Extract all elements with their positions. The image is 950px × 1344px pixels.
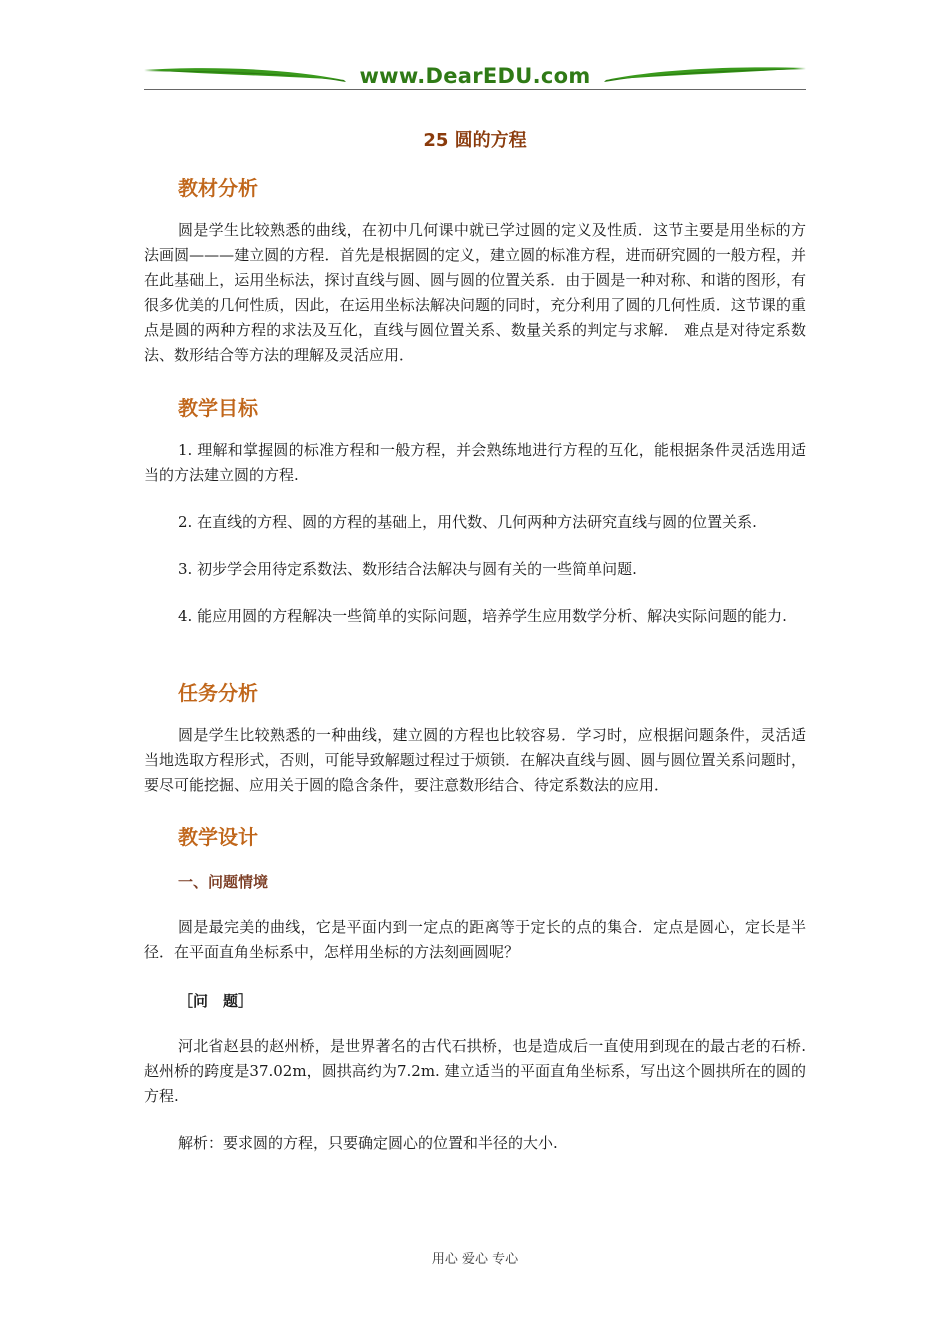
section-heading-task-analysis: 任务分析 [178,681,258,705]
page-footer: 用心 爱心 专心 [431,1252,519,1267]
goal-item-4: 4. 能应用圆的方程解决一些简单的实际问题，培养学生应用数学分析、解决实际问题的能力. [178,607,787,625]
problem-label: ［问 题］ [178,992,254,1010]
section-heading-textbook-analysis: 教材分析 [178,176,258,200]
solution-paragraph: 解析：要求圆的方程，只要确定圆心的位置和半径的大小. [178,1134,558,1152]
section-paragraph: 圆是学生比较熟悉的曲线，在初中几何课中就已学过圆的定义及性质．这节主要是用坐标的方法画圆———建立圆的方程．首先是根据圆的定义，建立圆的标准方程，进而研究圆的一般方程，并在此基础上，运用坐标法，探讨直线与圆、圆与圆的位置关系．由于圆是一种对称、和谐的图形，有很多优美的几何性质，因此，在运用坐标法解决问题的同时，充分利用了圆的几何性质．这节课的重点是圆的两种方程的求法及互化，直线与圆位置关系、数量关系的判定与求解． 难点是对待定系数法、数形结合等方法的理解及灵活应用． [144,221,806,364]
subsection-heading-problem-context: 一、问题情境 [178,873,269,891]
goal-item-1: 1. 理解和掌握圆的标准方程和一般方程，并会熟练地进行方程的互化，能根据条件灵活选用适当的方法建立圆的方程. [144,441,806,484]
section-paragraph: 圆是学生比较熟悉的一种曲线，建立圆的方程也比较容易．学习时，应根据问题条件，灵活适当地选取方程形式，否则，可能导致解题过程过于烦锁．在解决直线与圆、圆与圆位置关系问题时，要尽可能挖掘、应用关于圆的隐含条件，要注意数形结合、待定系数法的应用． [144,726,806,794]
goal-item-2: 2. 在直线的方程、圆的方程的基础上，用代数、几何两种方法研究直线与圆的位置关系. [178,513,757,531]
header-divider [144,89,806,90]
site-banner [144,62,806,92]
site-logo[interactable]: www.DearEDU.com [359,64,591,88]
section-heading-teaching-design: 教学设计 [178,825,258,849]
goal-item-3: 3. 初步学会用待定系数法、数形结合法解决与圆有关的一些简单问题. [178,560,637,578]
document-title: 25 圆的方程 [423,130,527,151]
section-paragraph: 圆是最完美的曲线，它是平面内到一定点的距离等于定长的点的集合．定点是圆心，定长是半径．在平面直角坐标系中，怎样用坐标的方法刻画圆呢？ [144,918,806,961]
section-heading-teaching-goals: 教学目标 [178,396,258,420]
problem-paragraph: 河北省赵县的赵州桥，是世界著名的古代石拱桥，也是造成后一直使用到现在的最古老的石桥. 赵州桥的跨度是37.02m，圆拱高约为7.2m. 建立适当的平面直角坐标系，写出这个圆拱所在的圆的方程. [144,1037,806,1105]
